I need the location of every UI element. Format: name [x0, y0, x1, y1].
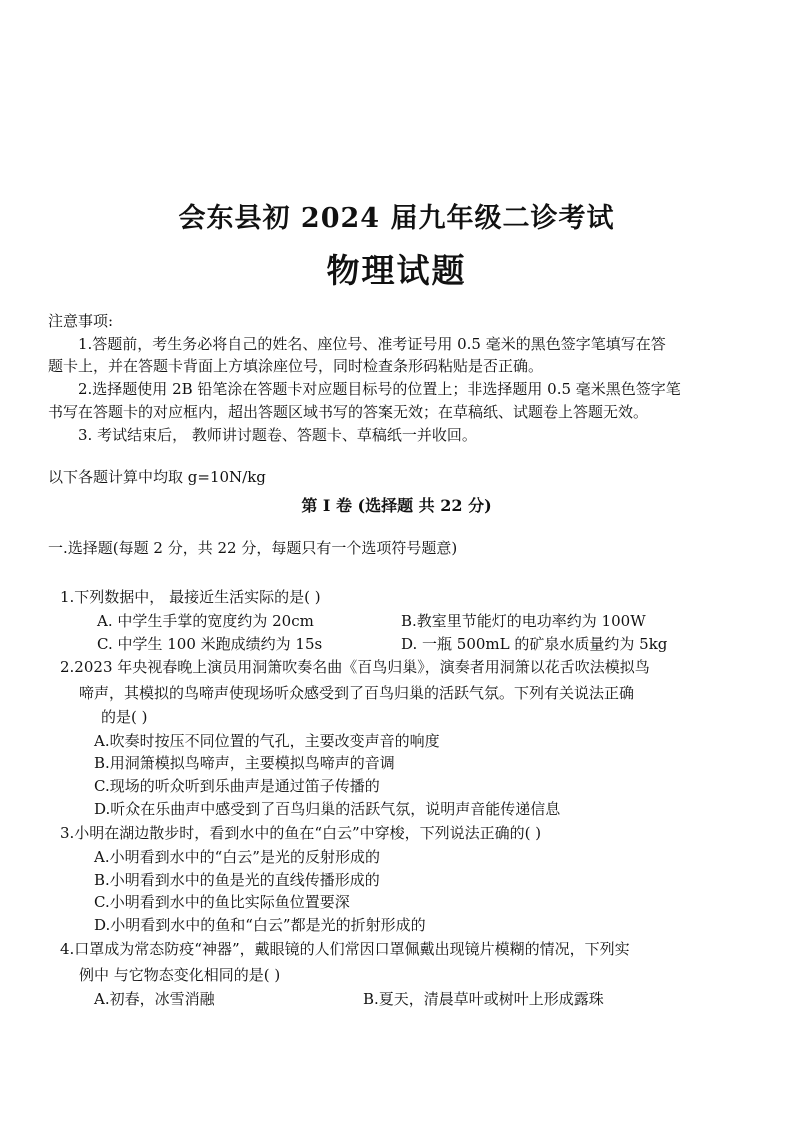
- question-1-option-c: C. 中学生 100 米跑成绩约为 15s: [97, 635, 323, 653]
- notice-heading: 注意事项:: [48, 312, 114, 330]
- notice-item-1-line-1: 1.答题前，考生务必将自己的姓名、座位号、准考证号用 0.5 毫米的黑色签字笔填写在答: [78, 335, 666, 353]
- question-1-option-a: A. 中学生手掌的宽度约为 20cm: [97, 612, 314, 630]
- question-2-option-a: A.吹奏时按压不同位置的气孔，主要改变声音的响度: [94, 732, 440, 750]
- part-intro: 一.选择题(每题 2 分，共 22 分，每题只有一个选项符号题意): [48, 539, 458, 557]
- question-3-option-b: B.小明看到水中的鱼是光的直线传播形成的: [94, 871, 380, 889]
- notice-item-1-line-2: 题卡上，并在答题卡背面上方填涂座位号，同时检查条形码粘贴是否正确。: [48, 357, 544, 375]
- question-3-option-d: D.小明看到水中的鱼和“白云”都是光的折射形成的: [94, 916, 426, 934]
- question-2-option-b: B.用洞箫模拟鸟啼声，主要模拟鸟啼声的音调: [94, 754, 395, 772]
- question-3-stem: 3.小明在湖边散步时，看到水中的鱼在“白云”中穿梭，下列说法正确的( ): [60, 824, 542, 842]
- question-4-option-b: B.夏天，清晨草叶或树叶上形成露珠: [363, 990, 604, 1008]
- question-2-option-c: C.现场的听众听到乐曲声是通过笛子传播的: [94, 777, 380, 795]
- question-2-stem-line-2: 啼声，其模拟的鸟啼声使现场听众感受到了百鸟归巢的活跃气氛。下列有关说法正确: [79, 684, 635, 702]
- question-2-option-d: D.听众在乐曲声中感受到了百鸟归巢的活跃气氛，说明声音能传递信息: [94, 800, 561, 818]
- question-3-option-c: C.小明看到水中的鱼比实际鱼位置要深: [94, 893, 350, 911]
- notice-item-3: 3. 考试结束后， 教师讲讨题卷、答题卡、草稿纸一并收回。: [78, 426, 477, 444]
- section-title: 第 Ⅰ 卷 (选择题 共 22 分): [301, 496, 492, 515]
- question-1-option-d: D. 一瓶 500mL 的矿泉水质量约为 5kg: [401, 635, 668, 653]
- question-3-option-a: A.小明看到水中的“白云”是光的反射形成的: [94, 848, 380, 866]
- question-4-stem-line-2: 例中 与它物态变化相同的是( ): [79, 966, 281, 984]
- question-4-stem-line-1: 4.口罩成为常态防疫“神器”，戴眼镜的人们常因口罩佩戴出现镜片模糊的情况，下列实: [60, 940, 630, 958]
- question-2-stem-line-1: 2.2023 年央视春晚上演员用洞箫吹奏名曲《百鸟归巢》，演奏者用洞箫以花舌吹法模拟鸟: [60, 658, 650, 676]
- exam-title: 会东县初 2024 届九年级二诊考试: [178, 203, 615, 234]
- subject-title: 物理试题: [326, 251, 467, 290]
- question-2-stem-line-3: 的是( ): [101, 708, 148, 726]
- question-1-stem: 1.下列数据中， 最接近生活实际的是( ): [60, 588, 321, 606]
- question-4-option-a: A.初春，冰雪消融: [94, 990, 215, 1008]
- notice-item-2-line-2: 书写在答题卡的对应框内，超出答题区域书写的答案无效；在草稿纸、试题卷上答题无效。: [48, 403, 649, 421]
- gravity-note: 以下各题计算中均取 g=10N/kg: [48, 468, 266, 486]
- question-1-option-b: B.教室里节能灯的电功率约为 100W: [401, 612, 646, 630]
- notice-item-2-line-1: 2.选择题使用 2B 铅笔涂在答题卡对应题目标号的位置上；非选择题用 0.5 毫米黑色签字笔: [78, 380, 681, 398]
